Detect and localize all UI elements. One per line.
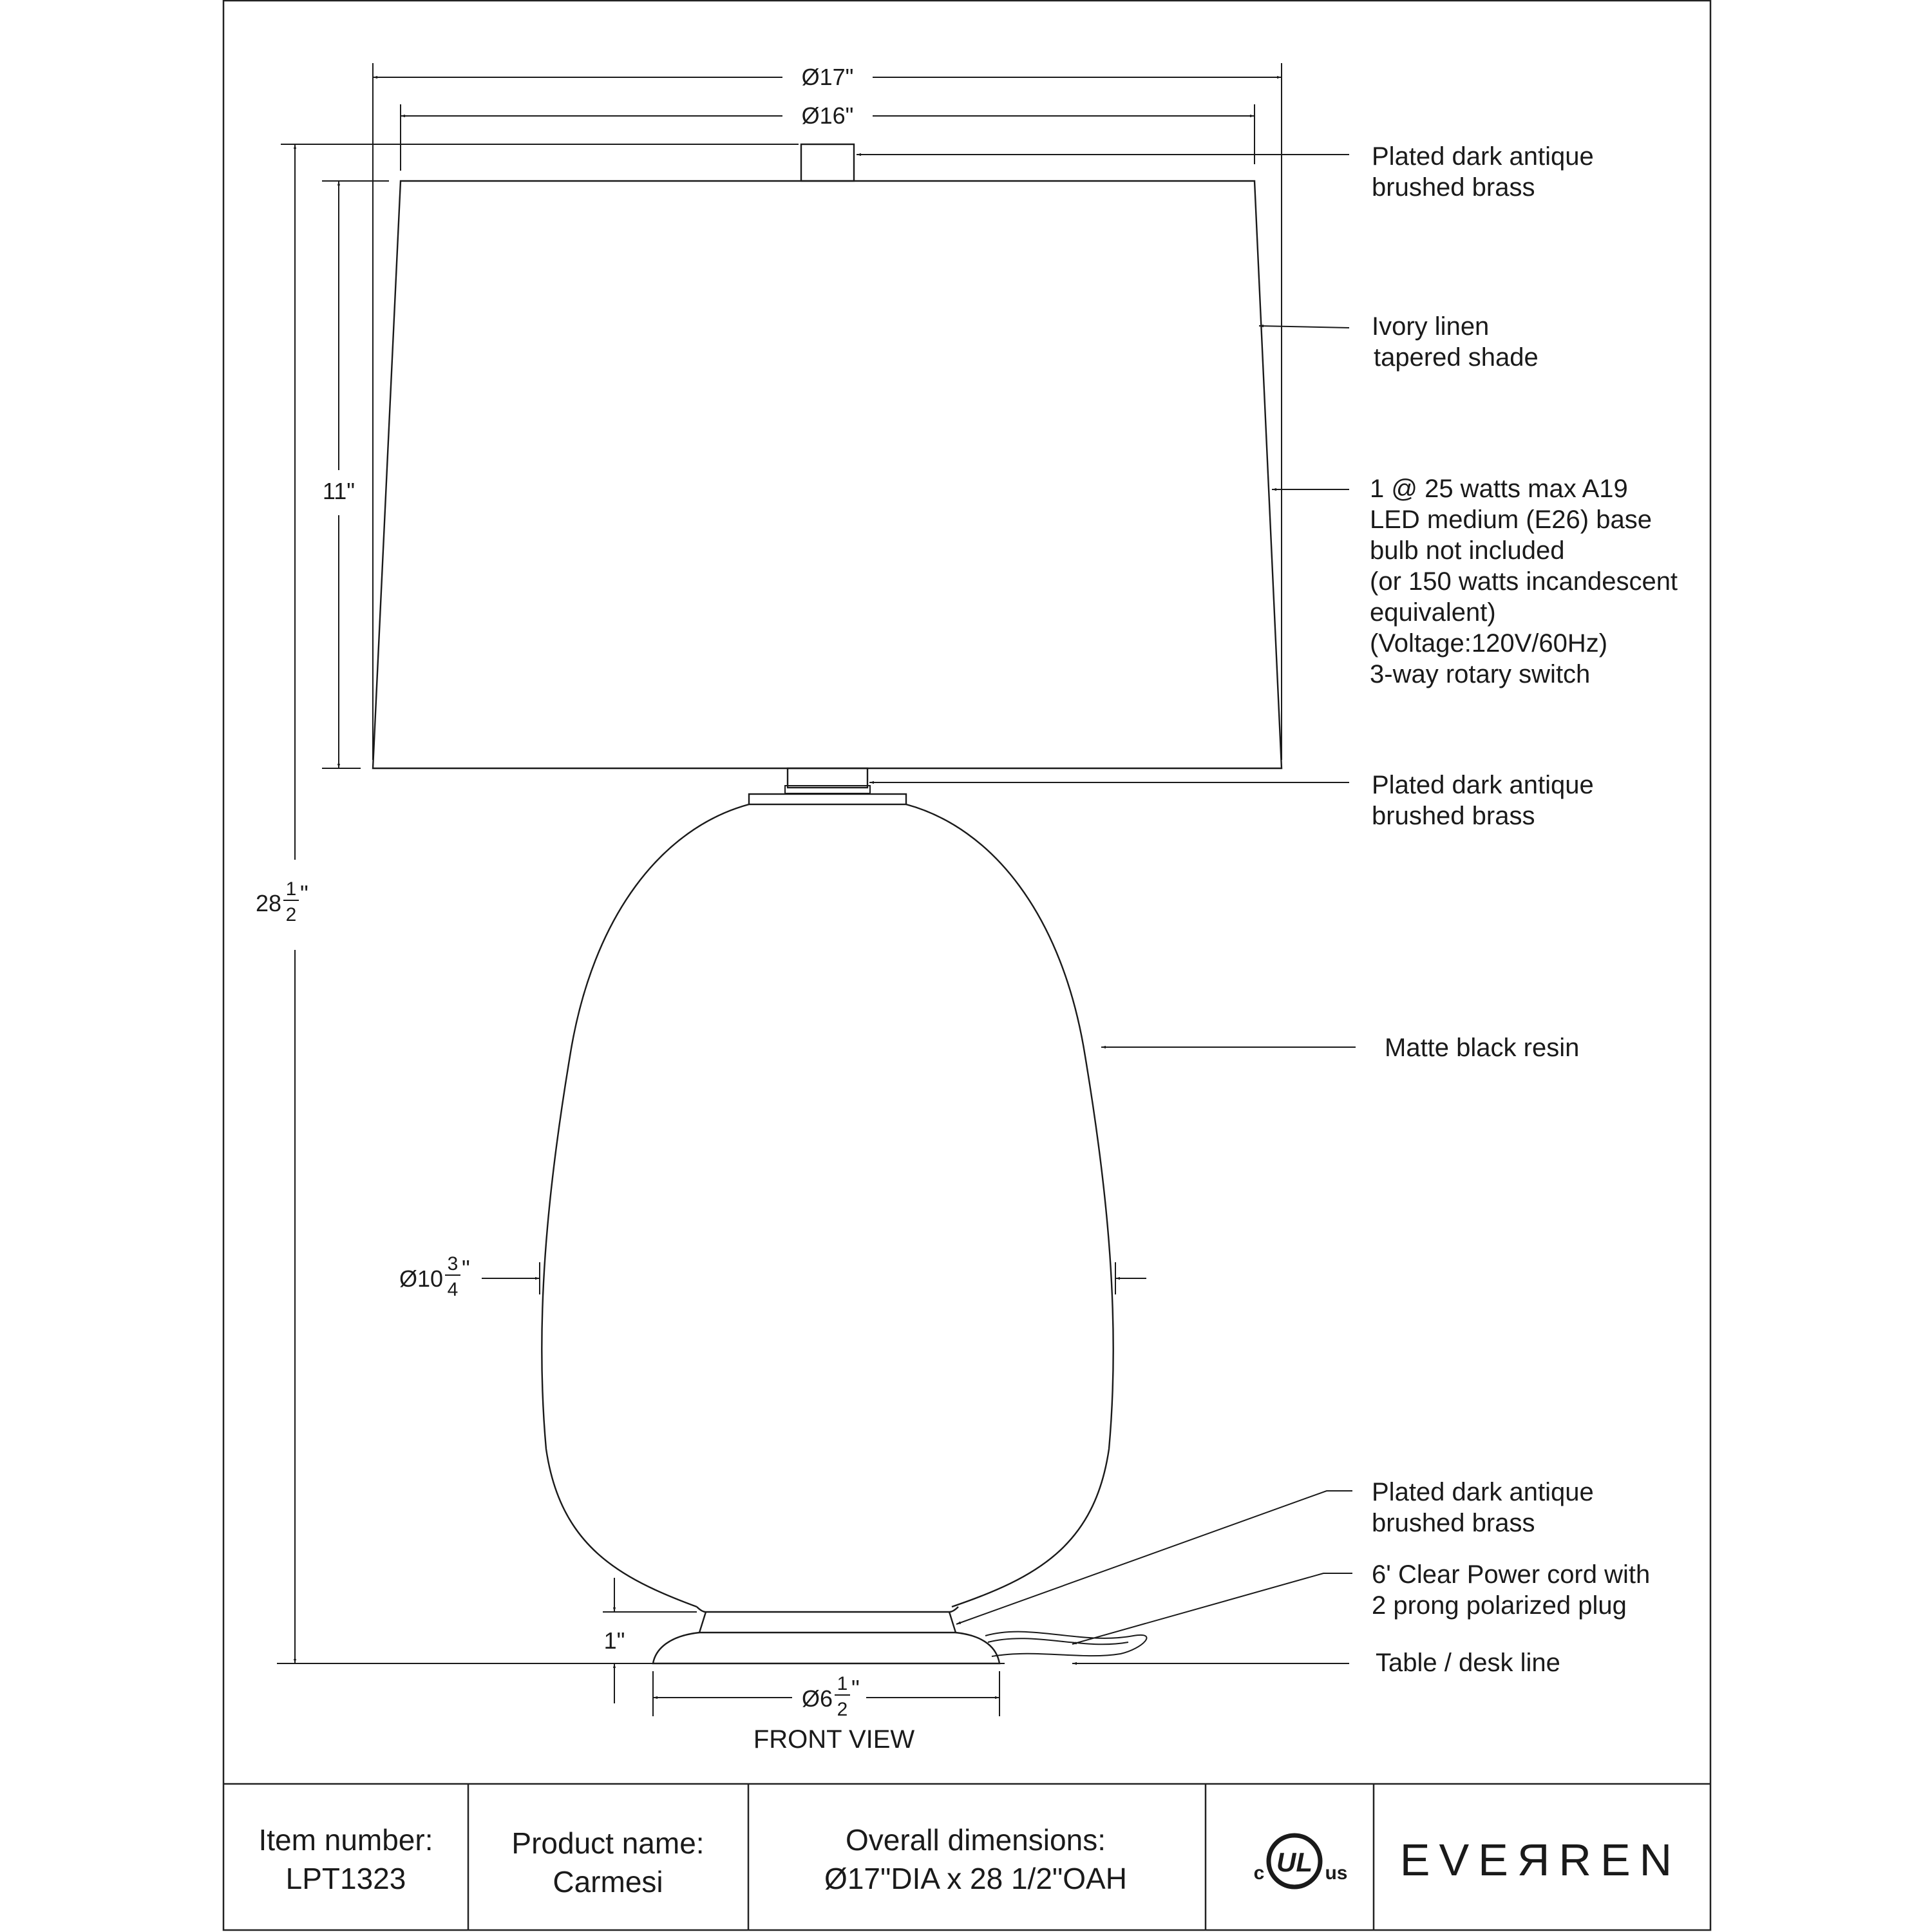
callout-neck-line2: brushed brass (1372, 802, 1535, 830)
product-name-label: Product name: (511, 1826, 705, 1860)
overall-height-num: 1 (285, 878, 297, 900)
callout-body-line1: Matte black resin (1385, 1034, 1580, 1062)
callout-cord-line1: 6' Clear Power cord with (1372, 1560, 1651, 1589)
callout-table-line1: Table / desk line (1376, 1649, 1560, 1677)
finial (801, 144, 854, 181)
callout-finial (1372, 142, 1594, 202)
lamp-drawing (277, 144, 1282, 1663)
callout-bulb (1370, 475, 1678, 688)
callout-bulb-line6: (Voltage:120V/60Hz) (1370, 629, 1608, 658)
callout-base-line2: brushed brass (1372, 1509, 1535, 1537)
callout-neck (1372, 771, 1594, 830)
callout-bulb-line5: equivalent) (1370, 598, 1496, 627)
callout-base-line1: Plated dark antique (1372, 1478, 1594, 1506)
cul-us-mark-icon (1254, 1835, 1348, 1887)
brand-logo: EVEЯREN (1399, 1835, 1681, 1885)
callout-finial-line1: Plated dark antique (1372, 142, 1594, 171)
dim-base-height: 1" (603, 1627, 625, 1654)
callout-bulb-line4: (or 150 watts incandescent (1370, 567, 1678, 596)
callout-body (1385, 1034, 1579, 1062)
body-cap (749, 794, 906, 804)
dimension-lines (256, 63, 1282, 1754)
front-view-label: FRONT VIEW (753, 1725, 915, 1754)
dim-shade-top-dia: Ø17" (801, 64, 854, 90)
base-dia-num: 1 (837, 1673, 848, 1694)
dim-body-dia (399, 1253, 470, 1300)
body-dia-unit: " (462, 1255, 470, 1282)
base-dia-prefix: Ø6 (801, 1685, 833, 1712)
cert-ul: UL (1276, 1847, 1312, 1877)
power-cord (985, 1632, 1146, 1656)
overall-height-whole: 28 (255, 890, 281, 916)
title-block (223, 1784, 1710, 1930)
callout-bulb-line2: LED medium (E26) base (1370, 506, 1652, 534)
base-step (699, 1612, 956, 1633)
body-dia-prefix: Ø10 (399, 1265, 443, 1292)
item-number-label: Item number: (258, 1823, 433, 1857)
overall-height-den: 2 (285, 904, 297, 925)
cert-us: us (1325, 1862, 1348, 1884)
callout-shade-line2: tapered shade (1374, 343, 1539, 372)
callout-shade (1372, 312, 1539, 372)
overall-dimensions-value: Ø17"DIA x 28 1/2"OAH (824, 1862, 1127, 1895)
callout-bulb-line3: bulb not included (1370, 536, 1565, 565)
body-dia-den: 4 (447, 1279, 459, 1300)
dim-overall-height (256, 878, 308, 925)
base-plinth (697, 1607, 958, 1612)
callout-bulb-line1: 1 @ 25 watts max A19 (1370, 475, 1628, 503)
callout-finial-line2: brushed brass (1372, 173, 1535, 202)
callout-cord (1372, 1560, 1650, 1620)
overall-height-unit: " (300, 880, 308, 907)
callout-leaders (857, 155, 1356, 1663)
cert-c: c (1253, 1862, 1265, 1884)
callout-cord-line2: 2 prong polarized plug (1372, 1591, 1627, 1620)
callout-neck-line1: Plated dark antique (1372, 771, 1594, 799)
page-frame (223, 1, 1710, 1930)
neck-fitting (788, 768, 867, 788)
callout-base (1372, 1478, 1594, 1537)
body-dia-num: 3 (447, 1253, 459, 1274)
lamp-body (542, 804, 1113, 1607)
dim-shade-height: 11" (322, 478, 355, 504)
product-name-value: Carmesi (553, 1865, 663, 1899)
item-number-value: LPT1323 (285, 1862, 406, 1895)
callout-shade-line1: Ivory linen (1372, 312, 1490, 341)
callout-bulb-line7: 3-way rotary switch (1370, 660, 1591, 688)
base-foot (653, 1633, 999, 1663)
overall-dimensions-label: Overall dimensions: (846, 1823, 1106, 1857)
callout-table (1376, 1649, 1560, 1677)
lamp-shade (373, 181, 1282, 768)
power-cord-outline (988, 1638, 1128, 1644)
base-dia-unit: " (851, 1675, 860, 1701)
dim-shade-bottom-dia: Ø16" (801, 102, 854, 129)
base-dia-den: 2 (837, 1699, 848, 1720)
dim-base-dia (802, 1673, 860, 1720)
